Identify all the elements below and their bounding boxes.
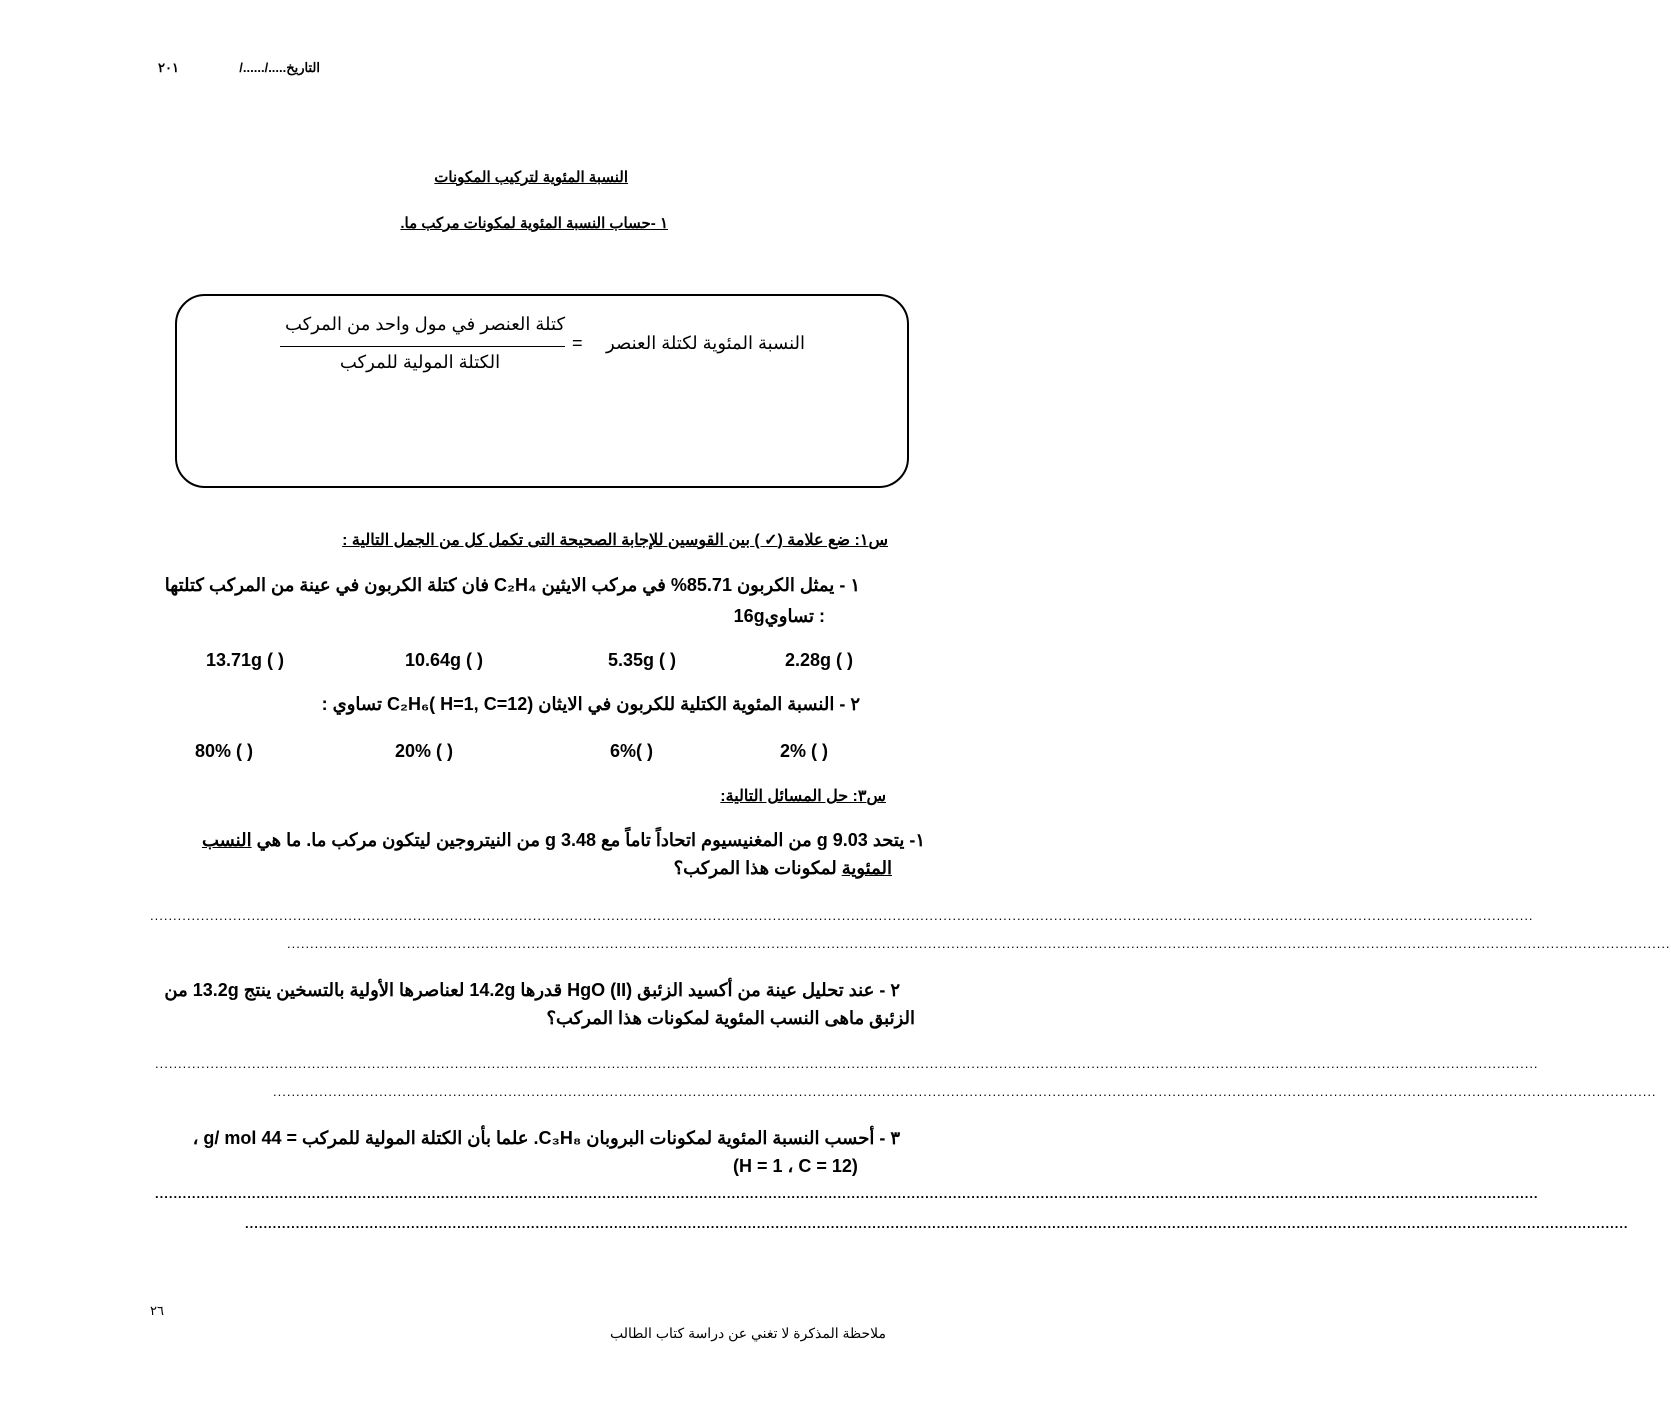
q3-problem3-line1: ٣ - أحسب النسبة المئوية لمكونات البروبان C₃H₈. علما بأن الكتلة المولية للمركب = 44 g/ mol ، <box>192 1128 900 1148</box>
q1-item2-line: ٢ - النسبة المئوية الكتلية للكربون في الايثان C₂H₆( H=1, C=12) تساوي : <box>321 694 860 714</box>
q3-problem1-line1 <box>195 830 925 851</box>
q3-problem1-underlined-2: المئوية <box>841 858 892 878</box>
q3-problem2-line2: الزئبق ماهى النسب المئوية لمكونات هذا المركب؟ <box>546 1008 915 1028</box>
q1-item2-option-2[interactable]: 6%( ) <box>610 741 654 761</box>
q1-item1-line2: 16gتساوي : <box>733 606 825 626</box>
fraction-bar <box>280 346 565 347</box>
answer-line-2a[interactable]: ............................................................................................................................................................................................................................................................................................................ <box>155 1056 1539 1071</box>
page-number: ٢٦ <box>150 1303 164 1318</box>
formula-equals: = <box>572 333 583 353</box>
q3-problem1-underlined-1: النسب <box>201 830 252 850</box>
answer-line-2b[interactable]: ............................................................................................................................................................................................................................................................................................................ <box>273 1084 1657 1099</box>
page-title: النسبة المئوية لتركيب المكونات <box>434 169 628 186</box>
q1-item2-option-3[interactable]: 20% ( ) <box>395 741 454 761</box>
q1-item1-line1: ١ - يمثل الكربون 85.71% في مركب الايثين C₂H₄ فان كتلة الكربون في عينة من المركب كتلتها <box>164 575 860 595</box>
q1-item1-option-3[interactable]: 10.64g ( ) <box>405 650 484 670</box>
q3-problem1-line1-text: ١- يتحد 9.03 g من المغنيسيوم اتحاداً تاماً مع 3.48 g من النيتروجين ليتكون مركب ما. ما هي <box>251 830 925 850</box>
q1-item2-option-1[interactable]: 2% ( ) <box>780 741 829 761</box>
answer-line-1b[interactable]: ............................................................................................................................................................................................................................................................................................................ <box>287 936 1671 951</box>
answer-line-3a[interactable]: ............................................................................................................................................................................................................................................................................................................ <box>155 1186 1539 1201</box>
check-icon: ✓ <box>764 532 778 549</box>
answer-line-1a[interactable]: ............................................................................................................................................................................................................................................................................................................ <box>150 908 1534 923</box>
footer-note: ملاحظة المذكرة لا تغني عن دراسة كتاب الطالب <box>610 1325 886 1341</box>
q3-problem1-line2-text: لمكونات هذا المركب؟ <box>673 858 842 878</box>
q1-item1-option-2[interactable]: 5.35g ( ) <box>608 650 677 670</box>
answer-line-3b[interactable]: ............................................................................................................................................................................................................................................................................................................ <box>245 1216 1629 1231</box>
formula-numerator: كتلة العنصر في مول واحد من المركب <box>284 314 566 334</box>
q1-item2-option-4[interactable]: 80% ( ) <box>195 741 254 761</box>
q1-heading-post: ) بين القوسين للإجابة الصحيحة التى تكمل كل من الجمل التالية : <box>342 532 765 549</box>
formula-denominator: الكتلة المولية للمركب <box>339 352 501 372</box>
q3-problem2-line1: ٢ - عند تحليل عينة من أكسيد الزئبق (HgO (II قدرها 14.2g لعناصرها الأولية بالتسخين ينتج 13.2g من <box>164 980 900 1000</box>
q3-heading: س٣: حل المسائل التالية: <box>720 788 886 805</box>
date-label: التاريخ...../....../ <box>239 60 320 75</box>
q1-heading <box>270 530 888 550</box>
year-label: ٢٠١ <box>158 60 179 75</box>
q3-problem1-line2 <box>600 858 892 879</box>
section-subtitle: ١ -حساب النسبة المئوية لمكونات مركب ما. <box>400 215 668 232</box>
formula-lhs: النسبة المئوية لكتلة العنصر <box>606 333 805 353</box>
date-field <box>200 60 320 76</box>
q3-problem3-line2: (H = 1 ، C = 12) <box>733 1156 858 1176</box>
q1-heading-pre: س١: ضع علامة ( <box>777 532 888 549</box>
q1-item1-option-1[interactable]: 2.28g ( ) <box>785 650 854 670</box>
q1-item1-option-4[interactable]: 13.71g ( ) <box>206 650 285 670</box>
